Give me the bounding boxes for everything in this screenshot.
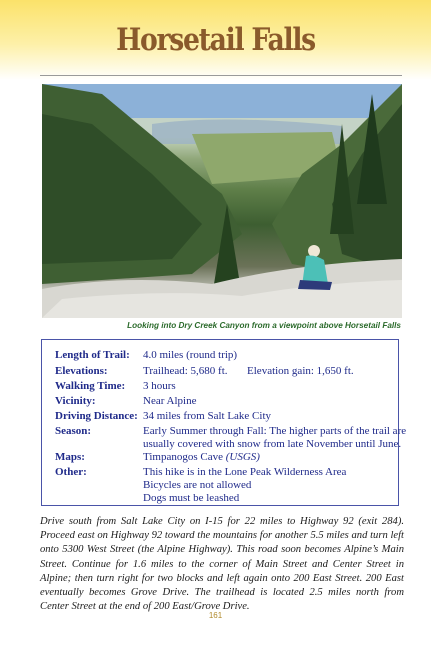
length-label: Length of Trail: [55,349,130,361]
driving-distance-value: 34 miles from Salt Lake City [143,410,272,422]
other-label: Other: [55,466,87,478]
page-title: Horsetail Falls [116,22,315,58]
vicinity-label: Vicinity: [55,395,96,407]
length-value: 4.0 miles (round trip) [143,349,238,361]
trail-info-box [41,339,407,506]
other-line-3: Dogs must be leashed [143,492,240,504]
driving-directions: Drive south from Salt Lake City on I-15 for 22 miles to Highway 92 (exit 284). Proceed east on Highway 92 toward the mountains for another 5.5 miles and turn left onto 5300 West Street (the Alpine Highway). This road soon becomes Alpine’s Main Street. Continue for 1.6 miles to the corner of Main Street and Center Street in Alpine; then turn right for two blocks and left again onto 200 East Street. 200 East eventually becomes Grove Drive. The trailhead is located 2.5 miles north from Center Street at the end of 200 East/Grove Drive. [40,516,404,613]
driving-distance-label: Driving Distance: [55,410,138,422]
other-line-2: Bicycles are not allowed [143,479,252,491]
canyon-landscape-image [42,84,402,318]
maps-source: (USGS) [225,451,260,463]
maps-value: Timpanogos Cave [143,451,223,463]
elevation-gain: Elevation gain: 1,650 ft. [247,365,354,377]
trailhead-elevation: Trailhead: 5,680 ft. [143,365,228,377]
title-divider [40,75,402,76]
season-line-2: usually covered with snow from late November until June. [143,438,402,450]
photo-caption: Looking into Dry Creek Canyon from a viewpoint above Horsetail Falls [127,321,401,330]
page-number: 161 [208,611,223,620]
vicinity-value: Near Alpine [143,395,197,407]
season-label: Season: [55,425,92,437]
walking-time-label: Walking Time: [55,380,126,392]
maps-label: Maps: [55,451,85,463]
canyon-photo [42,84,402,318]
other-line-1: This hike is in the Lone Peak Wilderness Area [143,466,347,478]
season-line-1: Early Summer through Fall: The higher parts of the trail are [143,425,407,437]
walking-time-value: 3 hours [143,380,176,392]
elevations-label: Elevations: [55,365,108,377]
